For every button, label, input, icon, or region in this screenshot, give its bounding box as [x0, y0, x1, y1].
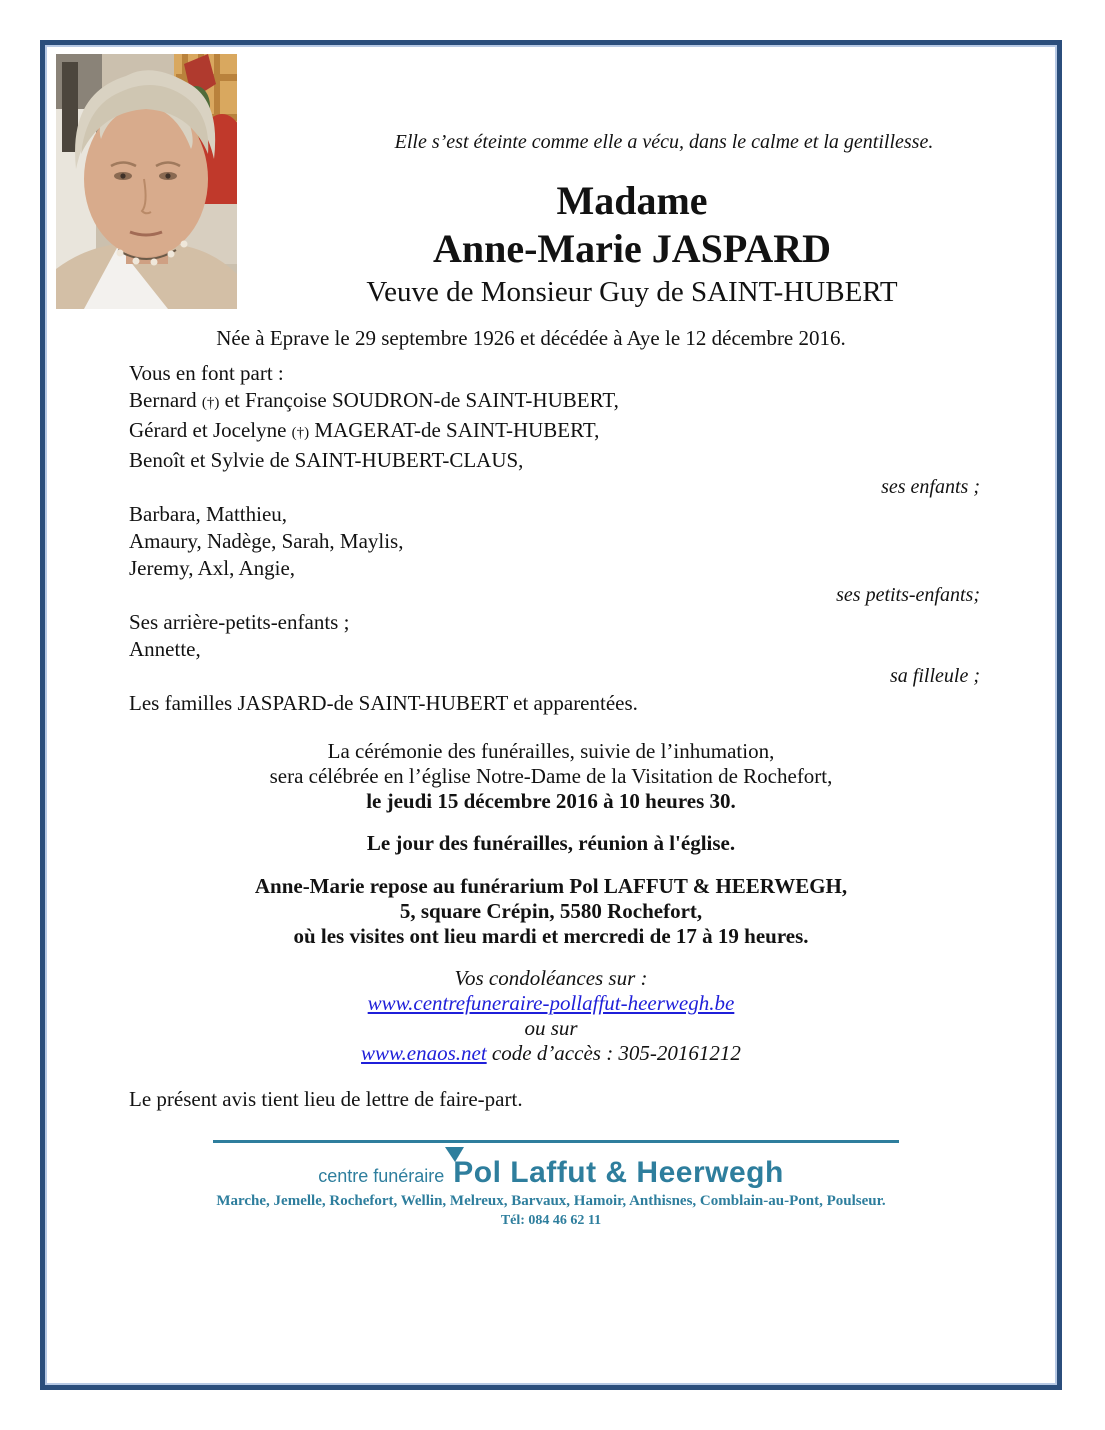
brand-prefix: centre funéraire [318, 1166, 445, 1186]
dagger-symbol: (†) [201, 395, 220, 411]
grandchildren-line-3: Jeremy, Axl, Angie, [129, 556, 296, 580]
repose-line-1: Anne-Marie repose au funérarium Pol LAFFUT & HEERWEGH, [254, 874, 848, 898]
children-label: ses enfants ; [881, 476, 980, 498]
children-line-2-pre: Gérard et Jocelyne [129, 418, 292, 442]
goddaughter-label: sa filleule ; [890, 665, 980, 687]
footer-divider [213, 1140, 899, 1143]
children-line-3 [129, 447, 980, 474]
condolence-website-link[interactable]: www.centrefuneraire-pollaffut-heerwegh.be [367, 991, 735, 1015]
children-line-2 [129, 417, 980, 447]
portrait-illustration [56, 54, 237, 309]
children-line-2-post: MAGERAT-de SAINT-HUBERT, [309, 418, 600, 442]
condolences-section [45, 966, 1057, 1066]
ceremony-line-1: La cérémonie des funérailles, suivie de l’inhumation, [327, 739, 775, 763]
reunion-line: Le jour des funérailles, réunion à l'église. [366, 831, 736, 855]
epitaph-quote: Elle s’est éteinte comme elle a vécu, dans le calme et la gentillesse. [394, 131, 934, 153]
access-code-text: code d’accès : 305-20161212 [491, 1041, 741, 1065]
notice-line: Le présent avis tient lieu de lettre de faire-part. [129, 1087, 523, 1111]
brand-name: Pol Laffut & Heerwegh [453, 1156, 784, 1189]
reunion-section [45, 831, 1057, 856]
family-section [129, 360, 980, 717]
children-line-1-post: et Françoise SOUDRON-de SAINT-HUBERT, [219, 388, 619, 412]
funeral-home-locations: Marche, Jemelle, Rochefort, Wellin, Melreux, Barvaux, Hamoir, Anthisnes, Comblain-au-Pont, Poulseur. [216, 1193, 886, 1209]
repose-section [45, 874, 1057, 949]
repose-line-3: où les visites ont lieu mardi et mercredi de 17 à 19 heures. [293, 924, 809, 948]
birth-death-line: Née à Eprave le 29 septembre 1926 et décédée à Aye le 12 décembre 2016. [216, 326, 846, 350]
deceased-name: Anne-Marie JASPARD [432, 226, 832, 271]
grandchildren-line-1: Barbara, Matthieu, [129, 502, 288, 526]
portrait-photo [56, 54, 237, 309]
repose-line-2: 5, square Crépin, 5580 Rochefort, [399, 899, 703, 923]
funeral-home-phone: Tél: 084 46 62 11 [500, 1213, 602, 1228]
announcement-intro: Vous en font part : [129, 361, 284, 385]
ceremony-line-2: sera célébrée en l’église Notre-Dame de la Visitation de Rochefort, [269, 764, 833, 788]
condolences-link-row-2 [45, 1041, 1057, 1066]
header-row [45, 45, 1057, 309]
condolences-intro: Vos condoléances sur : [454, 966, 648, 990]
goddaughter-name: Annette, [129, 637, 201, 661]
header-text [237, 45, 1057, 309]
ceremony-section [45, 739, 1057, 814]
condolences-link-row-1 [45, 991, 1057, 1016]
condolences-or: ou sur [524, 1016, 578, 1040]
dagger-symbol: (†) [291, 425, 310, 441]
logo-triangle-icon [445, 1147, 464, 1162]
funeral-home-logo [45, 1156, 1057, 1190]
great-grandchildren-line: Ses arrière-petits-enfants ; [129, 610, 350, 634]
children-line-1-pre: Bernard [129, 388, 202, 412]
bordered-sheet [40, 40, 1062, 1390]
grandchildren-line-2: Amaury, Nadège, Sarah, Maylis, [129, 529, 404, 553]
title-madame: Madame [556, 178, 708, 223]
grandchildren-label: ses petits-enfants; [836, 584, 980, 606]
families-line: Les familles JASPARD-de SAINT-HUBERT et apparentées. [129, 691, 638, 715]
widow-line: Veuve de Monsieur Guy de SAINT-HUBERT [366, 276, 898, 308]
children-line-1 [129, 387, 980, 417]
ceremony-date-line: le jeudi 15 décembre 2016 à 10 heures 30. [366, 789, 736, 813]
enaos-website-link[interactable]: www.enaos.net [361, 1041, 487, 1065]
children-line-3-pre: Benoît et Sylvie de SAINT-HUBERT-CLAUS, [129, 448, 524, 472]
